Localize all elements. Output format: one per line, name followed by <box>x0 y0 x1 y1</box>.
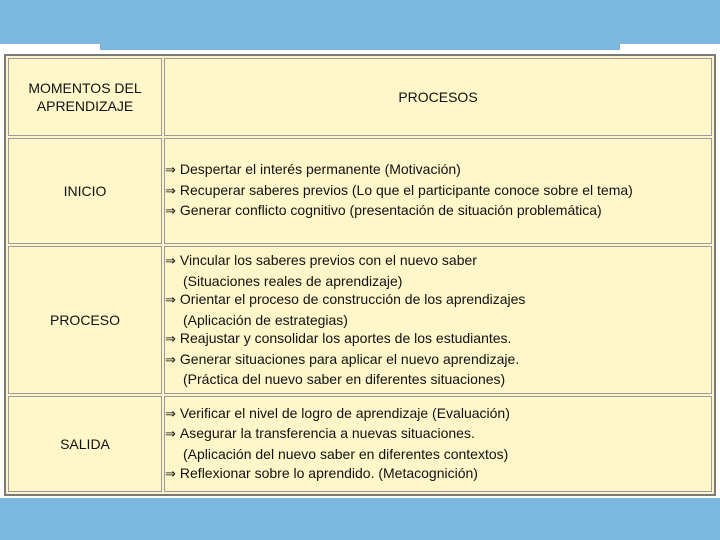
implies-arrow-icon: ⇒ <box>165 163 176 179</box>
implies-arrow-icon: ⇒ <box>165 427 176 443</box>
header-processes-label: PROCESOS <box>398 89 478 105</box>
header-moments-label: MOMENTOS DEL APRENDIZAJE <box>28 80 142 114</box>
header-moments <box>8 58 162 136</box>
process-line <box>165 201 711 222</box>
top-blue-band <box>0 0 720 50</box>
process-text: Vincular los saberes previos con el nuevo saber <box>179 251 477 268</box>
moment-cell <box>8 138 162 244</box>
process-text: Reajustar y consolidar los aportes de los estudiantes. <box>179 330 512 347</box>
process-line <box>165 311 711 330</box>
process-line <box>165 350 711 371</box>
process-text: Despertar el interés permanente (Motivación) <box>179 161 461 178</box>
table-row <box>8 246 712 394</box>
process-text: Generar situaciones para aplicar el nuevo aprendizaje. <box>179 350 520 367</box>
process-cell <box>164 396 712 492</box>
implies-arrow-icon: ⇒ <box>165 293 176 309</box>
process-text: Generar conflicto cognitivo (presentación de situación problemática) <box>179 202 602 219</box>
process-cell <box>164 138 712 244</box>
process-line <box>165 329 711 350</box>
moment-label: PROCESO <box>49 312 120 328</box>
implies-arrow-icon: ⇒ <box>165 406 176 422</box>
bottom-blue-band <box>0 498 720 540</box>
process-line <box>165 160 711 181</box>
moment-cell <box>8 396 162 492</box>
process-line <box>165 290 711 311</box>
table-row <box>8 396 712 492</box>
process-text: (Situaciones reales de aprendizaje) <box>183 272 403 289</box>
moment-label: INICIO <box>63 183 107 199</box>
table-row <box>8 138 712 244</box>
process-text: (Aplicación del nuevo saber en diferentes contextos) <box>183 446 509 462</box>
table-header-row <box>8 58 712 136</box>
process-line <box>165 181 711 202</box>
header-processes <box>164 58 712 136</box>
process-line <box>165 445 711 464</box>
process-line <box>165 251 711 272</box>
process-line <box>165 404 711 425</box>
process-text: Verificar el nivel de logro de aprendizaje (Evaluación) <box>179 404 510 421</box>
process-line <box>165 424 711 445</box>
moment-label: SALIDA <box>60 436 110 452</box>
process-line <box>165 272 711 291</box>
process-text: Asegurar la transferencia a nuevas situaciones. <box>179 425 475 442</box>
implies-arrow-icon: ⇒ <box>165 352 176 368</box>
process-line <box>165 464 711 485</box>
process-text: Reflexionar sobre lo aprendido. (Metacognición) <box>179 464 478 481</box>
process-text: Recuperar saberes previos (Lo que el participante conoce sobre el tema) <box>179 181 633 198</box>
process-line <box>165 370 711 389</box>
implies-arrow-icon: ⇒ <box>165 466 176 482</box>
process-text: (Aplicación de estrategias) <box>183 311 348 328</box>
implies-arrow-icon: ⇒ <box>165 183 176 199</box>
implies-arrow-icon: ⇒ <box>165 204 176 220</box>
learning-moments-table <box>4 54 716 496</box>
process-text: (Práctica del nuevo saber en diferentes situaciones) <box>183 371 506 388</box>
process-text: Orientar el proceso de construcción de los aprendizajes <box>179 291 526 308</box>
implies-arrow-icon: ⇒ <box>165 332 176 348</box>
implies-arrow-icon: ⇒ <box>165 253 176 269</box>
moment-cell <box>8 246 162 394</box>
process-cell <box>164 246 712 394</box>
